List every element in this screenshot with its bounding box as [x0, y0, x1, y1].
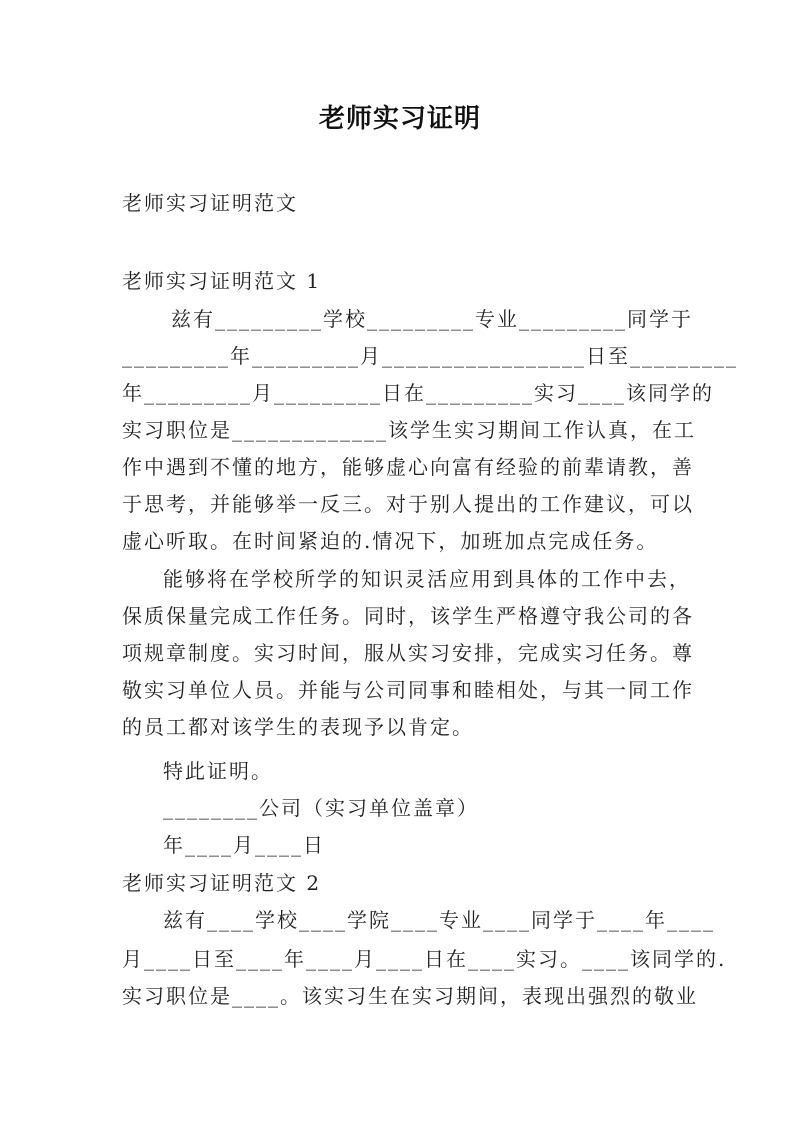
page-title: 老师实习证明: [318, 104, 481, 134]
paragraph-line: 项规章制度。实习时间，服从实习安排，完成实习任务。尊: [122, 641, 694, 665]
paragraph-line: 敬实习单位人员。并能与公司同事和睦相处，与其一同工作: [122, 678, 694, 702]
paragraph-line: 实习职位是_____________该学生实习期间工作认真，在工: [122, 418, 696, 442]
closing-text: 特此证明。: [163, 759, 273, 783]
paragraph-line: 于思考，并能够举一反三。对于别人提出的工作建议，可以: [122, 492, 694, 516]
date-line: 年____月____日: [163, 833, 325, 857]
signature-company-line: ________公司（实习单位盖章）: [163, 796, 479, 820]
paragraph-line: 兹有_________学校_________专业_________同学于: [171, 307, 693, 331]
section-heading-1: 老师实习证明范文 1: [122, 269, 322, 293]
section-heading-2: 老师实习证明范文 2: [122, 871, 322, 895]
paragraph-line: 兹有____学校____学院____专业____同学于____年____: [163, 908, 715, 932]
paragraph-line: 实习职位是____。该实习生在实习期间，表现出强烈的敬业: [122, 984, 698, 1008]
paragraph-line: 的员工都对该学生的表现予以肯定。: [122, 715, 474, 739]
paragraph-line: 作中遇到不懂的地方，能够虚心向富有经验的前辈请教，善: [122, 455, 694, 479]
paragraph-line: _________年_________月_________________日至_________: [122, 344, 738, 368]
paragraph-line: 虚心听取。在时间紧迫的.情况下，加班加点完成任务。: [122, 529, 659, 553]
paragraph-line: 保质保量完成工作任务。同时，该学生严格遵守我公司的各: [122, 604, 694, 628]
subtitle: 老师实习证明范文: [122, 191, 298, 215]
paragraph-line: 年_________月_________日在_________实习____该同学的: [122, 381, 714, 405]
paragraph-line: 月____日至____年____月____日在____实习。____该同学的.: [122, 947, 727, 971]
paragraph-line: 能够将在学校所学的知识灵活应用到具体的工作中去，: [163, 567, 691, 591]
